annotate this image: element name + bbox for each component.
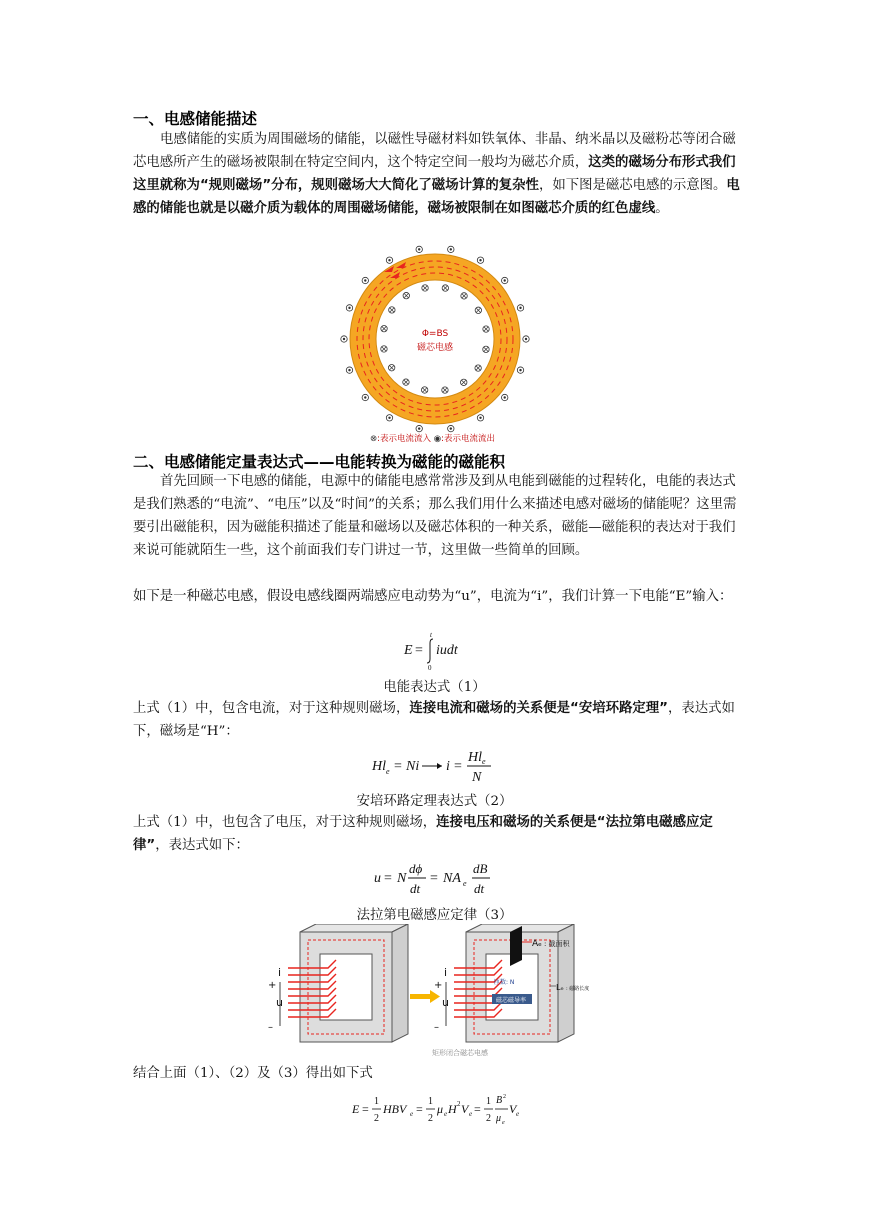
cross-circle-icon: ⊗ [370,434,378,444]
svg-text:e: e [386,767,390,776]
svg-text:N: N [472,770,482,785]
figure1-legend [370,432,495,444]
left-minus-label: – [268,1022,273,1033]
left-plus-label: + [268,980,277,991]
svg-text:1: 1 [428,1096,433,1107]
svg-text:B: B [496,1095,503,1106]
svg-text:e: e [469,1110,473,1118]
toroid-core-figure [340,244,530,434]
dot-center [504,396,506,398]
svg-text:2: 2 [503,1094,506,1100]
svg-text:2: 2 [457,1100,461,1108]
p3-text: 上式（1）中，包含电流，对于这种规则磁场， [133,701,410,716]
svg-text:i: i [446,759,450,774]
dot-center [364,279,366,281]
svg-text:2: 2 [374,1113,379,1124]
section1-heading: 一、电感储能描述 [133,110,258,128]
svg-text:Hl: Hl [372,759,386,774]
svg-text:E: E [404,643,413,658]
dot-center [450,427,452,429]
ae-label: : 截面积 [544,940,570,948]
dot-center [479,259,481,261]
right-current-label: i [444,966,448,979]
dot-center [519,369,521,371]
svg-text:Ni: Ni [406,759,420,774]
svg-text:dB: dB [473,861,488,876]
svg-text:=: = [394,759,402,774]
svg-text:1: 1 [486,1096,491,1107]
core-label: 磁芯电感 [416,343,454,353]
dot-center [388,417,390,419]
section2-paragraph-4 [133,811,743,857]
caption-3: 法拉第电磁感应定律（3） [356,908,513,923]
svg-text:=: = [362,1102,369,1116]
figure2-caption: 矩形闭合磁芯电感 [432,1049,488,1057]
svg-text:H: H [448,1102,457,1116]
svg-text:e: e [482,757,486,766]
caption-1: 电能表达式（1） [383,680,486,695]
s1-bold-text: 这类的磁场分布形式我们这里就称为“规则磁场”分布，规则磁场大大简化了磁场计算的复杂性 [133,155,736,193]
p4-bold-text: 连接电压和磁场的关系便是“法拉第电磁感应定律” [133,815,713,853]
left-current-label: i [278,966,282,979]
svg-text:N: N [397,871,407,886]
svg-text:V: V [461,1102,469,1116]
le-symbol: Lₑ [556,983,564,992]
rectangular-core-figure [260,924,590,1059]
transition-arrow-icon [410,990,440,1003]
right-minus-label: – [434,1022,439,1033]
dot-center [479,417,481,419]
svg-text:2: 2 [486,1113,491,1124]
dot-center [388,259,390,261]
svg-text:dt: dt [410,881,421,896]
section2-paragraph-3 [133,697,743,743]
s1-end-text: 。 [655,201,669,216]
s1-bold-text-2: 电感的储能也就是以磁介质为载体的周围磁场储能，磁场被限制在如图磁芯介质的红色虚线 [133,178,740,216]
svg-text:u: u [374,871,381,886]
dot-center [525,338,527,340]
svg-text:HBV: HBV [383,1102,407,1116]
svg-text:=: = [430,871,438,886]
right-plus-label: + [434,980,443,991]
svg-text:μ: μ [437,1102,444,1116]
p3-tail-text: ，表达式如下，磁场是“H”： [133,701,735,739]
left-core [268,924,408,1042]
dot-center [364,396,366,398]
svg-text:Hl: Hl [468,750,482,765]
left-voltage-label: u [276,996,283,1009]
svg-text:dt: dt [474,881,485,896]
legend-out-text: :表示电流流出 [441,434,495,444]
right-voltage-label: u [442,996,449,1009]
svg-text:=: = [454,759,462,774]
svg-text:=: = [415,643,423,658]
svg-text:1: 1 [374,1096,379,1107]
svg-text:2: 2 [428,1113,433,1124]
s1-tail-text: ，如下图是磁芯电感的示意图。 [538,178,727,193]
svg-text:=: = [384,871,392,886]
dot-center [418,248,420,250]
dot-center [418,427,420,429]
right-core [434,924,589,1042]
equation-3 [370,856,500,900]
dot-center [348,307,350,309]
svg-text:e: e [444,1110,448,1118]
svg-text:E: E [352,1102,360,1116]
ae-symbol: Aₑ [532,939,542,949]
svg-text:V: V [509,1102,517,1116]
svg-text:e: e [502,1120,505,1126]
section2-paragraph-2: 如下是一种磁芯电感，假设电感线圈两端感应电动势为“u”，电流为“i”，我们计算一下电能“E”输入： [133,589,733,604]
svg-text:=: = [474,1102,481,1116]
svg-text:e: e [463,879,467,888]
svg-text:μ: μ [496,1113,502,1124]
svg-text:e: e [410,1110,414,1118]
permeability-label: 磁芯磁导率 [496,997,527,1004]
cross-section-block [510,926,522,966]
equation-1 [400,630,470,672]
p4-text: 上式（1）中，也包含了电压，对于这种规则磁场， [133,815,437,830]
section2-paragraph-1: 首先回顾一下电感的储能，电源中的储能电感常常涉及到从电能到磁能的过程转化，电能的表达式是我们熟悉的“电流”、“电压”以及“时间”的关系；那么我们用什么来描述电感对磁场的储能呢？这里需要引出磁能积，因为磁能积描述了能量和磁场以及磁芯体积的一种关系，磁能—磁能积的表达对于我们来说可能就陌生一些，这个前面我们专门讲过一节，这里做一些简单的回顾。 [133,474,737,558]
equation-4 [350,1088,520,1134]
dot-center [343,338,345,340]
dot-center [348,369,350,371]
svg-text:0: 0 [428,664,432,672]
dot-center [450,248,452,250]
s1-text: 电感储能的实质为周围磁场的储能，以磁性导磁材料如铁氧体、非晶、纳米晶以及磁粉芯等闭合磁芯电感所产生的磁场被限制在特定空间内，这个特定空间一般均为磁芯介质， [133,132,736,170]
caption-2: 安培环路定理表达式（2） [356,794,513,809]
svg-text:e: e [516,1110,520,1118]
dot-center [504,279,506,281]
svg-text:=: = [416,1102,423,1116]
legend-in-text: :表示电流流入 [377,434,431,444]
p3-bold-text: 连接电流和磁场的关系便是“安培环路定理” [409,701,668,716]
svg-text:dϕ: dϕ [409,861,423,876]
dot-center [519,307,521,309]
svg-text:t: t [430,631,432,639]
svg-text:NA: NA [443,871,461,886]
turns-label: 匝数: N [494,979,515,986]
section1-paragraph [133,128,743,220]
p4-tail-text: ，表达式如下： [155,838,249,853]
dot-circle-icon: ◉ [433,434,442,444]
section2-paragraph-5: 结合上面（1）、（2）及（3）得出如下式 [133,1066,373,1081]
svg-text:iudt: iudt [436,643,458,658]
le-label: : 磁路长度 [566,986,590,992]
section2-heading: 二、电感储能定量表达式——电能转换为磁能的磁能积 [133,453,506,471]
equation-2 [368,744,498,788]
flux-label: Φ=BS [421,329,449,339]
